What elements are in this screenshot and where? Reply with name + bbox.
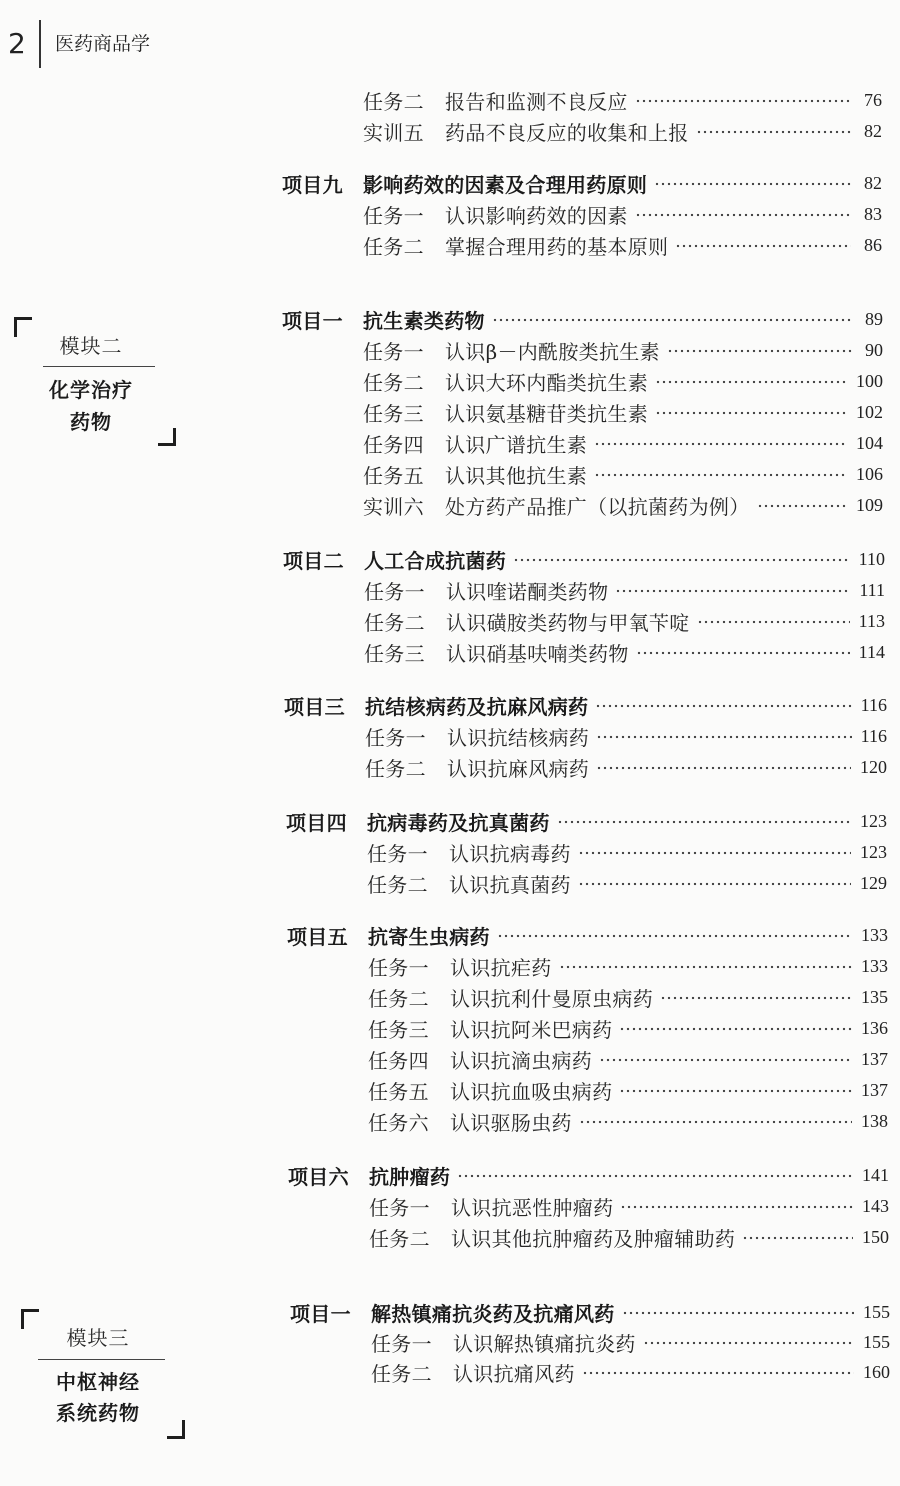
toc-task-entry — [282, 397, 883, 428]
toc-entry-page-number: 90 — [865, 340, 883, 360]
toc-task-entry — [282, 199, 882, 230]
toc-section — [284, 690, 887, 783]
toc-entry-title: 药品不良反应的收集和上报 — [445, 121, 689, 145]
toc-entry-label: 项目四 — [286, 811, 347, 835]
header-divider — [39, 20, 41, 68]
toc-entry-title: 抗寄生虫病药 — [368, 925, 490, 949]
dot-leader — [620, 1191, 853, 1222]
toc-entry-label: 任务二 — [367, 873, 428, 897]
toc-entry-label: 项目一 — [290, 1301, 351, 1326]
toc-entry-label: 任务五 — [368, 1080, 429, 1104]
toc-entry-title: 抗生素类药物 — [363, 309, 485, 333]
toc-task-entry — [287, 1013, 888, 1044]
toc-entry-title: 解热镇痛抗炎药及抗痛风药 — [371, 1301, 615, 1326]
toc-section — [283, 544, 885, 668]
toc-entry-page-number: 137 — [861, 1080, 888, 1100]
dot-leader — [578, 837, 851, 868]
toc-entry-label: 任务三 — [364, 642, 425, 666]
dot-leader — [742, 1222, 853, 1253]
toc-entry-label: 项目六 — [288, 1165, 349, 1189]
toc-entry-title: 认识抗痛风药 — [453, 1361, 575, 1386]
toc-entry-page-number: 89 — [865, 309, 883, 329]
dot-leader — [667, 335, 852, 366]
toc-entry-page-number: 86 — [864, 235, 882, 255]
dot-leader — [655, 397, 847, 428]
toc-task-entry — [290, 1357, 890, 1387]
toc-entry-page-number: 123 — [860, 842, 887, 862]
toc-entry-page-number: 138 — [861, 1111, 888, 1131]
toc-section — [282, 304, 883, 521]
toc-entry-title: 认识抗麻风病药 — [447, 757, 590, 781]
toc-entry-page-number: 100 — [856, 371, 883, 391]
toc-entry-page-number: 155 — [863, 1301, 890, 1322]
toc-entry-title: 认识广谱抗生素 — [445, 433, 588, 457]
module-title-line: 系统药物 — [56, 1401, 140, 1425]
toc-entry-label: 任务一 — [363, 340, 424, 364]
toc-entry-title: 抗肿瘤药 — [369, 1165, 451, 1189]
toc-entry-page-number: 155 — [863, 1331, 890, 1352]
toc-task-entry — [287, 951, 888, 982]
toc-entry-label: 任务二 — [371, 1361, 432, 1386]
toc-entry-label: 任务二 — [364, 611, 425, 635]
toc-entry-title: 认识解热镇痛抗炎药 — [453, 1331, 636, 1356]
toc-entry-title: 认识抗病毒药 — [449, 842, 571, 866]
toc-entry-page-number: 102 — [856, 402, 883, 422]
toc-entry-page-number: 141 — [862, 1165, 889, 1185]
toc-task-entry — [286, 868, 887, 899]
toc-entry-title: 认识β－内酰胺类抗生素 — [445, 340, 660, 364]
toc-entry-title: 报告和监测不良反应 — [445, 90, 628, 114]
toc-task-entry — [288, 1222, 889, 1253]
toc-task-entry — [284, 721, 887, 752]
toc-entry-page-number: 133 — [861, 925, 888, 945]
toc-section — [290, 1297, 890, 1387]
toc-entry-label: 任务二 — [369, 1227, 430, 1251]
toc-task-entry — [282, 490, 883, 521]
toc-entry-title: 抗结核病药及抗麻风病药 — [365, 695, 589, 719]
toc-entry-label: 任务五 — [363, 464, 424, 488]
toc-task-entry — [282, 428, 883, 459]
toc-task-entry — [283, 575, 885, 606]
dot-leader — [635, 85, 851, 116]
toc-entry-page-number: 114 — [858, 642, 885, 662]
toc-entry-page-number: 120 — [860, 757, 887, 777]
toc-entry-page-number: 116 — [860, 726, 887, 746]
toc-task-entry — [288, 1191, 889, 1222]
book-title: 医药商品学 — [55, 33, 151, 55]
toc-entry-title: 认识大环内酯类抗生素 — [445, 371, 648, 395]
toc-task-entry — [287, 1075, 888, 1106]
page-number: 2 — [8, 27, 26, 60]
toc-entry-label: 任务一 — [363, 204, 424, 228]
toc-entry-label: 项目三 — [284, 695, 345, 719]
toc-entry-title: 认识抗恶性肿瘤药 — [451, 1196, 614, 1220]
dot-leader — [757, 490, 848, 521]
toc-entry-label: 任务二 — [363, 90, 424, 114]
module-title-line: 化学治疗 — [49, 378, 133, 402]
toc-project-entry — [288, 1160, 889, 1191]
toc-entry-page-number: 150 — [862, 1227, 889, 1247]
dot-leader — [457, 1160, 853, 1191]
bracket-corner-bottom-right — [167, 1420, 185, 1439]
toc-entry-title: 认识抗阿米巴病药 — [450, 1018, 613, 1042]
toc-entry-label: 任务三 — [363, 402, 424, 426]
toc-task-entry — [290, 1327, 890, 1357]
toc-project-entry — [286, 806, 887, 837]
toc-task-entry — [282, 116, 882, 147]
toc-task-entry — [284, 752, 887, 783]
toc-entry-page-number: 123 — [860, 811, 887, 831]
toc-section — [282, 168, 882, 261]
toc-entry-label: 任务六 — [368, 1111, 429, 1135]
module-label: 模块三 — [66, 1326, 130, 1350]
dot-leader — [582, 1357, 854, 1387]
toc-entry-page-number: 136 — [861, 1018, 888, 1038]
dot-leader — [594, 428, 847, 459]
dot-leader — [660, 982, 852, 1013]
toc-entry-label: 任务一 — [367, 842, 428, 866]
toc-entry-label: 任务一 — [369, 1196, 430, 1220]
toc-task-entry — [287, 1106, 888, 1137]
toc-entry-label: 任务二 — [363, 235, 424, 259]
module-title-line: 中枢神经 — [56, 1370, 140, 1394]
dot-leader — [579, 1106, 852, 1137]
toc-entry-page-number: 109 — [856, 495, 883, 515]
toc-entry-label: 任务二 — [365, 757, 426, 781]
toc-entry-page-number: 113 — [858, 611, 885, 631]
toc-section — [288, 1160, 889, 1253]
toc-entry-page-number: 110 — [858, 549, 885, 569]
toc-section — [287, 920, 888, 1137]
toc-task-entry — [286, 837, 887, 868]
toc-task-entry — [287, 1044, 888, 1075]
toc-project-entry — [282, 168, 882, 199]
toc-entry-page-number: 116 — [860, 695, 887, 715]
toc-entry-label: 任务三 — [368, 1018, 429, 1042]
toc-task-entry — [282, 230, 882, 261]
toc-entry-title: 认识抗疟药 — [450, 956, 552, 980]
toc-section — [282, 85, 882, 147]
toc-entry-title: 人工合成抗菌药 — [364, 549, 507, 573]
toc-entry-title: 认识氨基糖苷类抗生素 — [445, 402, 648, 426]
toc-entry-title: 抗病毒药及抗真菌药 — [367, 811, 550, 835]
dot-leader — [636, 637, 850, 668]
dot-leader — [654, 168, 851, 199]
dot-leader — [599, 1044, 852, 1075]
toc-entry-title: 掌握合理用药的基本原则 — [445, 235, 669, 259]
toc-entry-page-number: 135 — [861, 987, 888, 1007]
toc-entry-page-number: 111 — [859, 580, 885, 600]
dot-leader — [675, 230, 851, 261]
toc-entry-title: 认识抗真菌药 — [449, 873, 571, 897]
dot-leader — [655, 366, 847, 397]
toc-entry-label: 实训六 — [363, 495, 424, 519]
dot-leader — [596, 721, 852, 752]
toc-project-entry — [284, 690, 887, 721]
toc-entry-title: 影响药效的因素及合理用药原则 — [363, 173, 648, 197]
toc-task-entry — [282, 459, 883, 490]
toc-entry-label: 任务一 — [371, 1331, 432, 1356]
toc-entry-title: 处方药产品推广（以抗菌药为例） — [445, 495, 750, 519]
toc-entry-label: 项目九 — [282, 173, 343, 197]
toc-entry-title: 认识抗血吸虫病药 — [450, 1080, 613, 1104]
toc-entry-page-number: 82 — [864, 173, 882, 193]
toc-section — [286, 806, 887, 899]
toc-entry-label: 项目五 — [287, 925, 348, 949]
toc-entry-label: 任务四 — [363, 433, 424, 457]
toc-entry-title: 认识其他抗生素 — [445, 464, 588, 488]
toc-entry-title: 认识抗滴虫病药 — [450, 1049, 593, 1073]
toc-entry-page-number: 137 — [861, 1049, 888, 1069]
toc-entry-label: 任务一 — [364, 580, 425, 604]
toc-entry-title: 认识硝基呋喃类药物 — [446, 642, 629, 666]
dot-leader — [615, 575, 850, 606]
dot-leader — [559, 951, 853, 982]
toc-task-entry — [282, 85, 882, 116]
toc-task-entry — [282, 335, 883, 366]
toc-entry-page-number: 129 — [860, 873, 887, 893]
dot-leader — [619, 1013, 852, 1044]
toc-entry-label: 项目二 — [283, 549, 344, 573]
dot-leader — [696, 116, 851, 147]
toc-entry-title: 认识驱肠虫药 — [450, 1111, 572, 1135]
toc-entry-page-number: 133 — [861, 956, 888, 976]
toc-entry-label: 任务一 — [365, 726, 426, 750]
toc-project-entry — [282, 304, 883, 335]
toc-entry-label: 任务一 — [368, 956, 429, 980]
module-divider — [38, 1359, 165, 1360]
dot-leader — [619, 1075, 852, 1106]
dot-leader — [578, 868, 851, 899]
toc-task-entry — [283, 637, 885, 668]
toc-entry-page-number: 83 — [864, 204, 882, 224]
toc-entry-title: 认识磺胺类药物与甲氧苄啶 — [446, 611, 690, 635]
toc-entry-title: 认识抗结核病药 — [447, 726, 590, 750]
dot-leader — [595, 690, 851, 721]
toc-entry-label: 项目一 — [282, 309, 343, 333]
dot-leader — [497, 920, 852, 951]
toc-task-entry — [283, 606, 885, 637]
toc-entry-label: 实训五 — [363, 121, 424, 145]
dot-leader — [622, 1297, 854, 1327]
dot-leader — [635, 199, 851, 230]
toc-entry-label: 任务二 — [368, 987, 429, 1011]
toc-project-entry — [283, 544, 885, 575]
bracket-corner-bottom-right — [158, 428, 176, 446]
toc-entry-title: 认识抗利什曼原虫病药 — [450, 987, 653, 1011]
toc-entry-page-number: 160 — [863, 1361, 890, 1382]
module-title-line: 药物 — [70, 410, 112, 434]
toc-entry-page-number: 143 — [862, 1196, 889, 1216]
toc-entry-label: 任务二 — [363, 371, 424, 395]
toc-entry-title: 认识喹诺酮类药物 — [446, 580, 609, 604]
toc-project-entry — [287, 920, 888, 951]
toc-entry-label: 任务四 — [368, 1049, 429, 1073]
toc-entry-title: 认识其他抗肿瘤药及肿瘤辅助药 — [451, 1227, 736, 1251]
toc-entry-page-number: 106 — [856, 464, 883, 484]
module-divider — [43, 366, 155, 367]
dot-leader — [594, 459, 847, 490]
toc-entry-page-number: 104 — [856, 433, 883, 453]
toc-task-entry — [287, 982, 888, 1013]
toc-entry-title: 认识影响药效的因素 — [445, 204, 628, 228]
dot-leader — [557, 806, 851, 837]
dot-leader — [643, 1327, 854, 1357]
toc-entry-page-number: 82 — [864, 121, 882, 141]
dot-leader — [697, 606, 850, 637]
module-label: 模块二 — [59, 334, 123, 358]
dot-leader — [596, 752, 851, 783]
toc-entry-page-number: 76 — [864, 90, 882, 110]
toc-project-entry — [290, 1297, 890, 1327]
dot-leader — [492, 304, 852, 335]
toc-task-entry — [282, 366, 883, 397]
dot-leader — [513, 544, 850, 575]
